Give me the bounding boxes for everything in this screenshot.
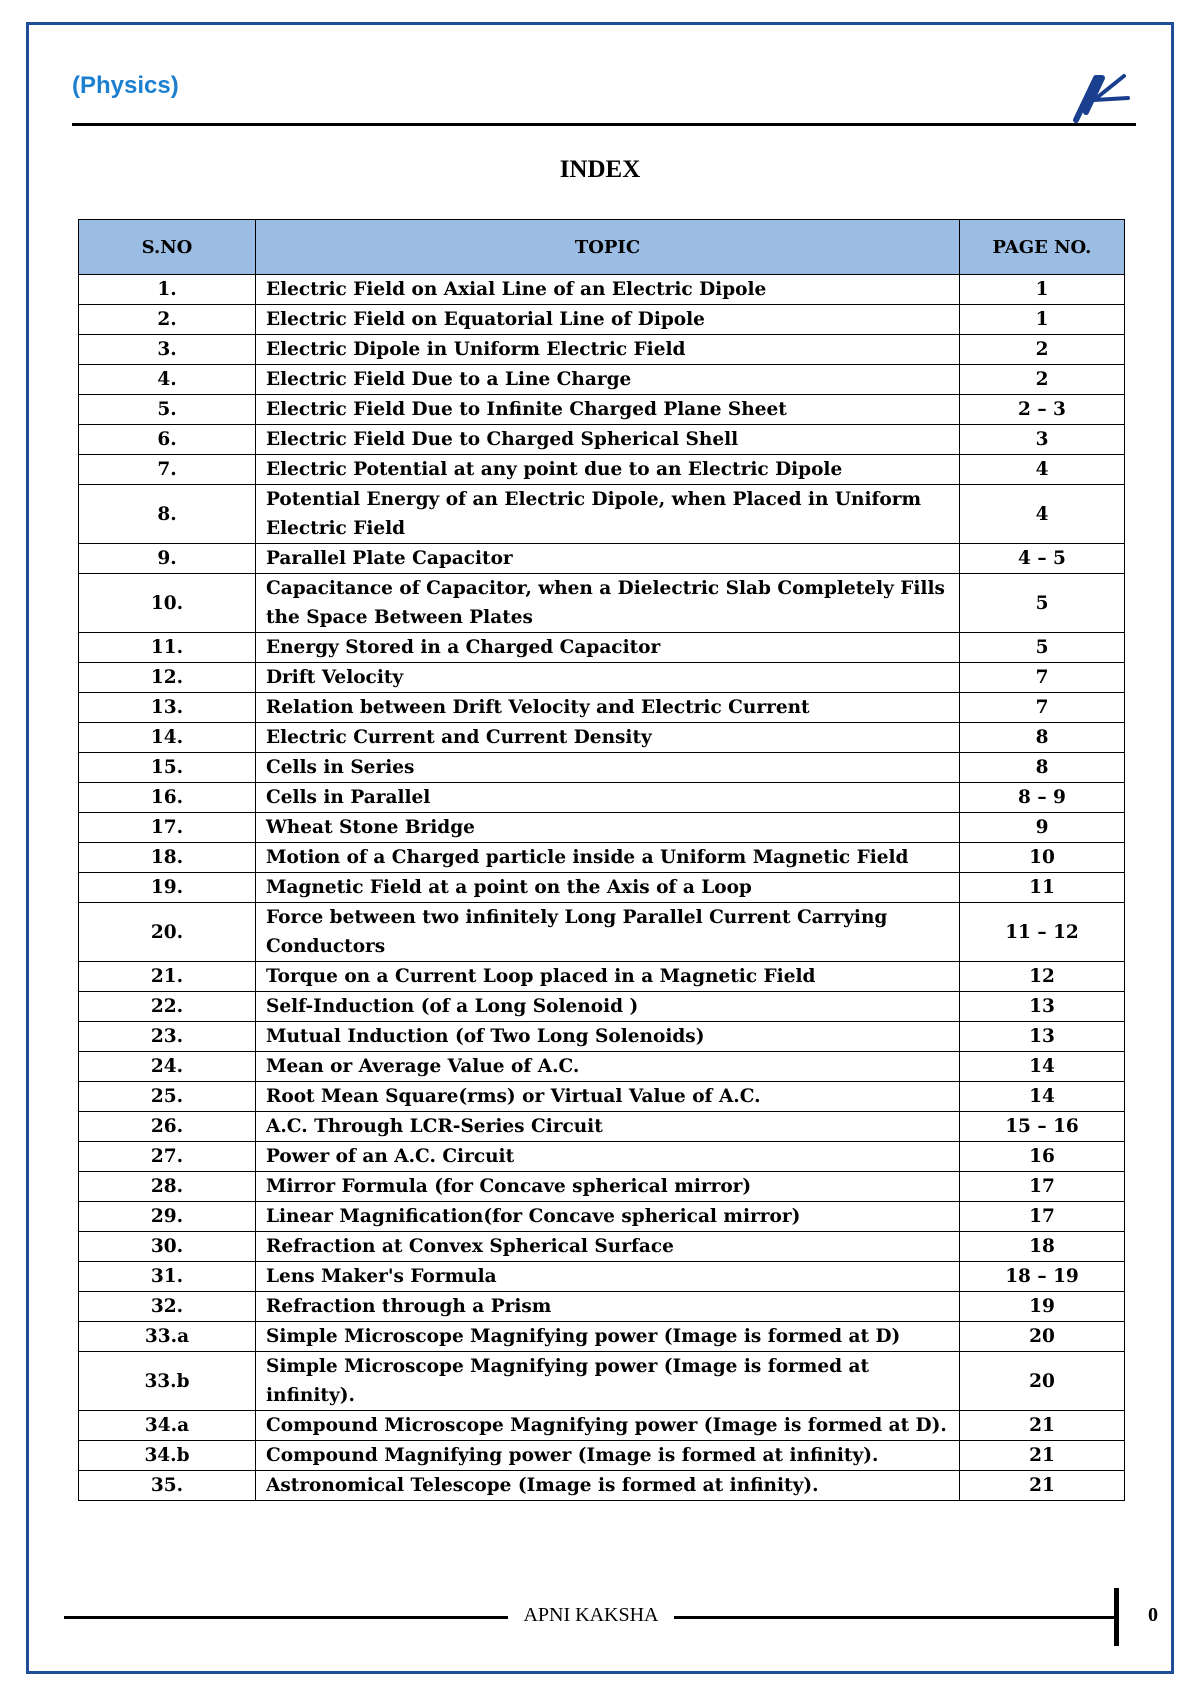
row-page: 5: [960, 574, 1125, 633]
row-page: 16: [960, 1142, 1125, 1172]
row-topic: Motion of a Charged particle inside a Uniform Magnetic Field: [256, 843, 960, 873]
row-topic: Electric Current and Current Density: [256, 723, 960, 753]
row-page: 20: [960, 1322, 1125, 1352]
header-page: PAGE NO.: [960, 220, 1125, 275]
row-page: 2: [960, 365, 1125, 395]
row-topic: Electric Field Due to Infinite Charged Plane Sheet: [256, 395, 960, 425]
table-row: [79, 275, 1125, 305]
footer-divider: [1114, 1588, 1119, 1646]
row-topic: Linear Magnification(for Concave spherical mirror): [256, 1202, 960, 1232]
row-page: 11 – 12: [960, 903, 1125, 962]
row-sno: 32.: [79, 1292, 256, 1322]
row-sno: 20.: [79, 903, 256, 962]
row-sno: 5.: [79, 395, 256, 425]
row-topic: Cells in Series: [256, 753, 960, 783]
row-page: 13: [960, 1022, 1125, 1052]
row-topic: Lens Maker's Formula: [256, 1262, 960, 1292]
row-topic: Compound Magnifying power (Image is formed at infinity).: [256, 1441, 960, 1471]
row-topic: Energy Stored in a Charged Capacitor: [256, 633, 960, 663]
table-row: [79, 485, 1125, 544]
table-row: [79, 1112, 1125, 1142]
row-topic: Self-Induction (of a Long Solenoid ): [256, 992, 960, 1022]
row-sno: 29.: [79, 1202, 256, 1232]
row-sno: 11.: [79, 633, 256, 663]
row-topic: Torque on a Current Loop placed in a Magnetic Field: [256, 962, 960, 992]
page-number: 0: [1148, 1604, 1158, 1626]
row-topic: Electric Dipole in Uniform Electric Field: [256, 335, 960, 365]
table-row: [79, 693, 1125, 723]
table-row: [79, 1441, 1125, 1471]
row-page: 7: [960, 693, 1125, 723]
footer-rule-left: [64, 1616, 508, 1619]
row-topic: Cells in Parallel: [256, 783, 960, 813]
table-row: [79, 813, 1125, 843]
table-row: [79, 633, 1125, 663]
row-page: 14: [960, 1052, 1125, 1082]
row-page: 8: [960, 723, 1125, 753]
table-row: [79, 1471, 1125, 1501]
row-page: 4 – 5: [960, 544, 1125, 574]
row-page: 14: [960, 1082, 1125, 1112]
row-topic: Mean or Average Value of A.C.: [256, 1052, 960, 1082]
row-topic: Power of an A.C. Circuit: [256, 1142, 960, 1172]
table-row: [79, 1292, 1125, 1322]
row-topic: Electric Field on Axial Line of an Electric Dipole: [256, 275, 960, 305]
row-sno: 4.: [79, 365, 256, 395]
row-page: 1: [960, 305, 1125, 335]
row-sno: 21.: [79, 962, 256, 992]
row-page: 4: [960, 455, 1125, 485]
header-sno: S.NO: [79, 220, 256, 275]
row-topic: Drift Velocity: [256, 663, 960, 693]
table-row: [79, 1352, 1125, 1411]
row-page: 17: [960, 1202, 1125, 1232]
table-row: [79, 395, 1125, 425]
table-row: [79, 903, 1125, 962]
header-topic: TOPIC: [256, 220, 960, 275]
row-topic: Relation between Drift Velocity and Electric Current: [256, 693, 960, 723]
row-sno: 23.: [79, 1022, 256, 1052]
row-sno: 6.: [79, 425, 256, 455]
row-page: 21: [960, 1441, 1125, 1471]
row-page: 18: [960, 1232, 1125, 1262]
table-row: [79, 1232, 1125, 1262]
row-topic: Simple Microscope Magnifying power (Image is formed at infinity).: [256, 1352, 960, 1411]
row-topic: Capacitance of Capacitor, when a Dielectric Slab Completely Fills the Space Between Plates: [256, 574, 960, 633]
table-row: [79, 425, 1125, 455]
row-page: 2: [960, 335, 1125, 365]
table-row: [79, 663, 1125, 693]
row-sno: 33.a: [79, 1322, 256, 1352]
row-page: 2 – 3: [960, 395, 1125, 425]
table-row: [79, 962, 1125, 992]
row-sno: 34.a: [79, 1411, 256, 1441]
row-topic: Potential Energy of an Electric Dipole, when Placed in Uniform Electric Field: [256, 485, 960, 544]
row-sno: 14.: [79, 723, 256, 753]
table-row: [79, 843, 1125, 873]
table-row: [79, 753, 1125, 783]
row-page: 17: [960, 1172, 1125, 1202]
row-sno: 16.: [79, 783, 256, 813]
table-row: [79, 1082, 1125, 1112]
row-sno: 12.: [79, 663, 256, 693]
row-topic: Astronomical Telescope (Image is formed at infinity).: [256, 1471, 960, 1501]
row-sno: 34.b: [79, 1441, 256, 1471]
page-title: INDEX: [559, 156, 641, 183]
row-page: 10: [960, 843, 1125, 873]
row-page: 18 – 19: [960, 1262, 1125, 1292]
row-topic: Electric Field on Equatorial Line of Dipole: [256, 305, 960, 335]
row-page: 5: [960, 633, 1125, 663]
row-sno: 30.: [79, 1232, 256, 1262]
row-sno: 1.: [79, 275, 256, 305]
row-sno: 2.: [79, 305, 256, 335]
row-sno: 26.: [79, 1112, 256, 1142]
row-topic: Refraction at Convex Spherical Surface: [256, 1232, 960, 1262]
index-table: [78, 219, 1125, 1501]
row-sno: 13.: [79, 693, 256, 723]
row-topic: Refraction through a Prism: [256, 1292, 960, 1322]
row-page: 15 – 16: [960, 1112, 1125, 1142]
row-page: 1: [960, 275, 1125, 305]
table-row: [79, 873, 1125, 903]
table-row: [79, 305, 1125, 335]
row-page: 8: [960, 753, 1125, 783]
row-topic: Force between two infinitely Long Parallel Current Carrying Conductors: [256, 903, 960, 962]
row-sno: 27.: [79, 1142, 256, 1172]
table-row: [79, 1202, 1125, 1232]
row-sno: 18.: [79, 843, 256, 873]
row-sno: 10.: [79, 574, 256, 633]
row-sno: 33.b: [79, 1352, 256, 1411]
table-row: [79, 783, 1125, 813]
row-sno: 25.: [79, 1082, 256, 1112]
row-page: 4: [960, 485, 1125, 544]
table-row: [79, 723, 1125, 753]
row-topic: Magnetic Field at a point on the Axis of a Loop: [256, 873, 960, 903]
table-row: [79, 544, 1125, 574]
row-sno: 7.: [79, 455, 256, 485]
row-sno: 9.: [79, 544, 256, 574]
table-row: [79, 335, 1125, 365]
row-page: 11: [960, 873, 1125, 903]
row-sno: 3.: [79, 335, 256, 365]
row-topic: Wheat Stone Bridge: [256, 813, 960, 843]
row-page: 21: [960, 1471, 1125, 1501]
row-topic: A.C. Through LCR-Series Circuit: [256, 1112, 960, 1142]
table-row: [79, 365, 1125, 395]
row-topic: Electric Field Due to a Line Charge: [256, 365, 960, 395]
table-header-row: [79, 220, 1125, 275]
row-topic: Mutual Induction (of Two Long Solenoids): [256, 1022, 960, 1052]
row-sno: 24.: [79, 1052, 256, 1082]
table-row: [79, 1172, 1125, 1202]
footer-rule-right: [674, 1616, 1116, 1619]
row-topic: Electric Potential at any point due to an Electric Dipole: [256, 455, 960, 485]
row-topic: Parallel Plate Capacitor: [256, 544, 960, 574]
header-rule: [72, 123, 1136, 126]
row-page: 3: [960, 425, 1125, 455]
row-sno: 15.: [79, 753, 256, 783]
row-sno: 19.: [79, 873, 256, 903]
row-page: 7: [960, 663, 1125, 693]
table-row: [79, 1322, 1125, 1352]
table-row: [79, 1262, 1125, 1292]
row-page: 21: [960, 1411, 1125, 1441]
subject-label: (Physics): [72, 72, 179, 99]
row-page: 9: [960, 813, 1125, 843]
row-topic: Electric Field Due to Charged Spherical Shell: [256, 425, 960, 455]
row-sno: 35.: [79, 1471, 256, 1501]
row-page: 8 – 9: [960, 783, 1125, 813]
footer-brand: APNI KAKSHA: [523, 1604, 659, 1626]
apni-kaksha-logo-icon: [1072, 72, 1132, 124]
row-topic: Simple Microscope Magnifying power (Image is formed at D): [256, 1322, 960, 1352]
row-sno: 28.: [79, 1172, 256, 1202]
table-row: [79, 455, 1125, 485]
row-sno: 17.: [79, 813, 256, 843]
row-topic: Compound Microscope Magnifying power (Image is formed at D).: [256, 1411, 960, 1441]
table-row: [79, 1022, 1125, 1052]
row-topic: Root Mean Square(rms) or Virtual Value of A.C.: [256, 1082, 960, 1112]
row-sno: 31.: [79, 1262, 256, 1292]
row-sno: 22.: [79, 992, 256, 1022]
row-sno: 8.: [79, 485, 256, 544]
table-row: [79, 992, 1125, 1022]
table-row: [79, 1411, 1125, 1441]
table-row: [79, 1052, 1125, 1082]
table-row: [79, 574, 1125, 633]
row-topic: Mirror Formula (for Concave spherical mirror): [256, 1172, 960, 1202]
row-page: 19: [960, 1292, 1125, 1322]
table-row: [79, 1142, 1125, 1172]
row-page: 13: [960, 992, 1125, 1022]
row-page: 12: [960, 962, 1125, 992]
row-page: 20: [960, 1352, 1125, 1411]
